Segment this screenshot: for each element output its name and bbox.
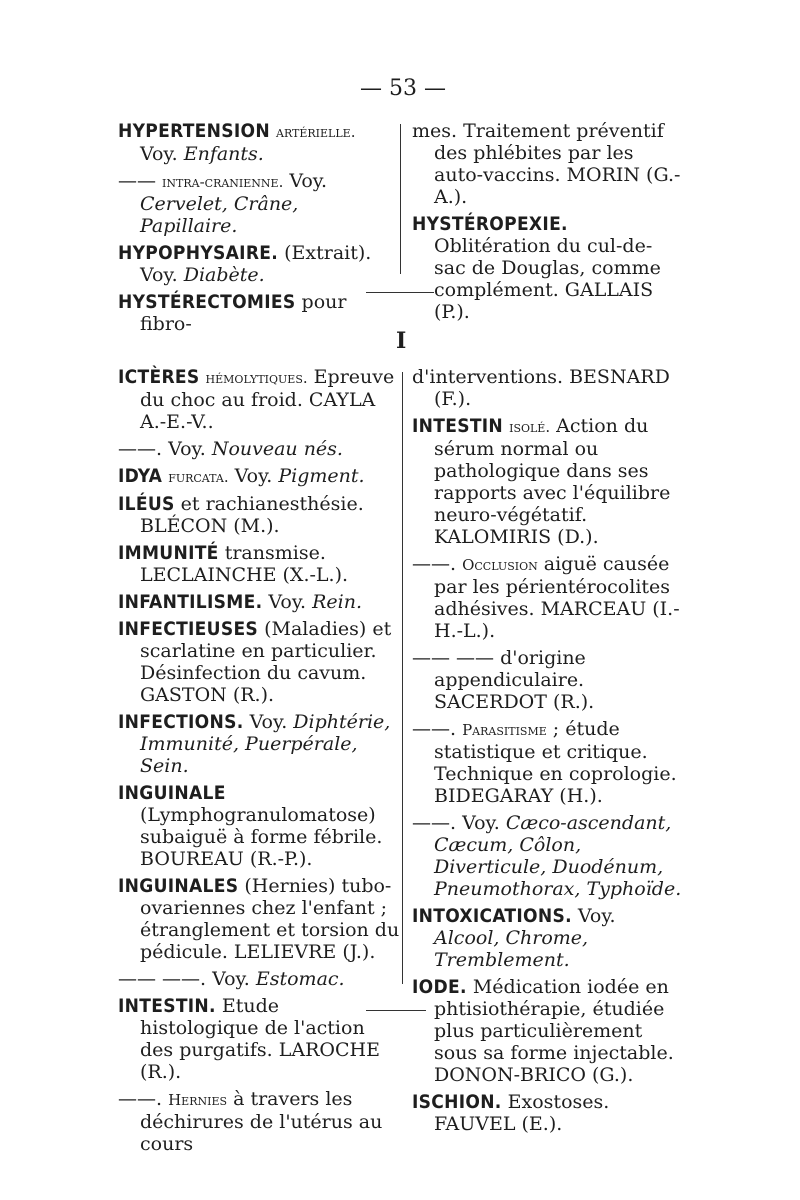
entry-dash: —— —— xyxy=(412,647,495,669)
index-entry xyxy=(412,120,682,208)
entry-head: INGUINALE xyxy=(118,782,226,804)
index-entry xyxy=(118,170,390,237)
entry-text: Voy. xyxy=(234,465,273,487)
entry-head: INFANTILISME. xyxy=(118,591,263,613)
entry-ital: Alcool, Chrome, Tremblement. xyxy=(434,927,589,971)
entry-ital: Pigment. xyxy=(278,465,365,487)
top-left-column xyxy=(118,120,390,340)
column-divider-top xyxy=(400,124,401,274)
index-entry xyxy=(412,366,682,410)
entry-ital: Cervelet, Crâne, Papillaire. xyxy=(140,193,299,237)
entry-head: INTESTIN. xyxy=(118,995,216,1017)
entry-dash: ——. xyxy=(412,812,457,834)
index-entry xyxy=(118,366,400,433)
entry-text: (Hernies) tubo-ovariennes chez l'enfant ; étranglement et torsion du pédicule. LELIEVRE (J.). xyxy=(140,875,400,963)
index-entry xyxy=(118,120,390,165)
entry-text: Oblitération du cul-de-sac de Douglas, comme complément. GALLAIS (P.). xyxy=(434,235,661,323)
index-entry xyxy=(118,995,400,1083)
bottom-right-column xyxy=(412,366,682,1140)
index-entry xyxy=(118,591,400,613)
entry-sub: hémolytiques. xyxy=(205,369,308,387)
entry-text: Exostoses. FAUVEL (E.). xyxy=(434,1091,610,1135)
entry-head: INFECTIONS. xyxy=(118,711,244,733)
index-entry xyxy=(118,438,400,460)
entry-text: mes. Traitement préventif des phlébites par les auto-vaccins. MORIN (G.-A.). xyxy=(412,120,681,208)
entry-head: HYSTÉROPEXIE. xyxy=(412,213,568,235)
bottom-left-column xyxy=(118,366,400,1160)
entry-dash: —— xyxy=(118,170,156,192)
entry-text: d'origine appendiculaire. SACERDOT (R.). xyxy=(434,647,595,713)
entry-ital: Diabète. xyxy=(183,264,265,286)
entry-text: (Extrait). Voy. xyxy=(140,242,372,286)
entry-ital: Enfants. xyxy=(183,143,264,165)
index-entry xyxy=(118,782,400,870)
entry-sub: Parasitisme xyxy=(462,721,547,739)
entry-head: INTOXICATIONS. xyxy=(412,905,572,927)
index-entry xyxy=(412,718,682,807)
entry-text: Voy. xyxy=(140,143,178,165)
index-entry xyxy=(118,618,400,706)
index-entry xyxy=(118,493,400,537)
entry-head: INGUINALES xyxy=(118,875,239,897)
index-entry xyxy=(412,647,682,713)
section-letter: I xyxy=(396,328,407,354)
entry-text: Voy. xyxy=(289,170,328,192)
entry-dash: —— ——. xyxy=(118,968,207,990)
entry-text: d'interventions. BESNARD (F.). xyxy=(412,366,670,410)
entry-text: Voy. xyxy=(212,968,250,990)
entry-sub: Occlusion xyxy=(462,556,538,574)
entry-head: HYPOPHYSAIRE. xyxy=(118,242,279,264)
entry-text: Voy. xyxy=(268,591,307,613)
entry-ital: Rein. xyxy=(312,591,363,613)
index-entry xyxy=(118,1088,400,1155)
entry-text: Médication iodée en phtisiothérapie, étudiée plus particulièrement sous sa forme injectable. DONON-BRICO (G.). xyxy=(434,976,674,1086)
entry-text: Voy. xyxy=(249,711,288,733)
index-entry xyxy=(412,976,682,1086)
entry-text: Etude histologique de l'action des purgatifs. LAROCHE (R.). xyxy=(140,995,380,1083)
entry-head: IDYA xyxy=(118,465,163,487)
entry-ital: Diphtérie, Immunité, Puerpérale, Sein. xyxy=(140,711,391,777)
entry-text: Voy. xyxy=(462,812,500,834)
entry-head: IMMUNITÉ xyxy=(118,542,219,564)
index-entry xyxy=(118,875,400,963)
entry-text: à travers les déchirures de l'utérus au cours xyxy=(140,1088,383,1155)
entry-text: et rachianesthésie. BLÉCON (M.). xyxy=(140,493,364,537)
index-entry xyxy=(118,465,400,488)
index-entry xyxy=(118,542,400,586)
entry-text: Voy. xyxy=(168,438,206,460)
index-entry xyxy=(412,1091,682,1135)
entry-ital: Nouveau nés. xyxy=(211,438,343,460)
entry-head: IODE. xyxy=(412,976,467,998)
entry-head: ILÉUS xyxy=(118,493,175,515)
top-right-column xyxy=(412,120,682,328)
entry-text: (Maladies) et scarlatine en particulier. Désinfection du cavum. GASTON (R.). xyxy=(140,618,392,706)
entry-sub: furcata. xyxy=(168,468,229,486)
index-entry xyxy=(118,242,390,286)
index-entry xyxy=(412,553,682,642)
column-divider-bottom xyxy=(402,372,403,984)
index-entry xyxy=(118,291,390,335)
section-rule xyxy=(366,292,434,293)
index-entry xyxy=(412,213,682,323)
end-rule xyxy=(366,1010,426,1011)
index-entry xyxy=(412,812,682,900)
index-entry xyxy=(412,415,682,548)
entry-sub: isolé. xyxy=(509,418,551,436)
entry-head: ICTÈRES xyxy=(118,366,200,388)
entry-head: INTESTIN xyxy=(412,415,504,437)
entry-text: Voy. xyxy=(577,905,616,927)
entry-dash: ——. xyxy=(118,438,163,460)
index-entry xyxy=(118,711,400,777)
page-number: — 53 — xyxy=(360,76,446,101)
index-entry xyxy=(118,968,400,990)
entry-ital: Cæco-ascendant, Cæcum, Côlon, Diverticule, Duodénum, Pneumothorax, Typhoïde. xyxy=(434,812,682,900)
entry-text: Action du sérum normal ou pathologique dans ses rapports avec l'équilibre neuro-végétatif. KALOMIRIS (D.). xyxy=(434,415,671,548)
entry-text: (Lymphogranulomatose) subaiguë à forme fébrile. BOUREAU (R.-P.). xyxy=(140,804,383,870)
entry-dash: ——. xyxy=(412,718,457,740)
entry-sub: Hernies xyxy=(168,1091,228,1109)
entry-text: transmise. LECLAINCHE (X.-L.). xyxy=(140,542,349,586)
entry-text: ; étude statistique et critique. Technique en coprologie. BIDEGARAY (H.). xyxy=(434,718,677,807)
entry-sub: intra-cranienne. xyxy=(162,173,284,191)
index-entry xyxy=(412,905,682,971)
entry-head: INFECTIEUSES xyxy=(118,618,259,640)
entry-head: HYPERTENSION xyxy=(118,120,270,142)
entry-text: Epreuve du choc au froid. CAYLA A.-E.-V.. xyxy=(140,366,395,433)
entry-head: HYSTÉRECTOMIES xyxy=(118,291,296,313)
entry-dash: ——. xyxy=(118,1088,163,1110)
entry-ital: Estomac. xyxy=(255,968,345,990)
entry-text: aiguë causée par les périentérocolites adhésives. MARCEAU (I.-H.-L.). xyxy=(434,553,680,642)
entry-text: pour fibro- xyxy=(140,291,347,335)
entry-head: ISCHION. xyxy=(412,1091,502,1113)
entry-dash: ——. xyxy=(412,553,457,575)
entry-sub: artérielle. xyxy=(276,123,356,141)
